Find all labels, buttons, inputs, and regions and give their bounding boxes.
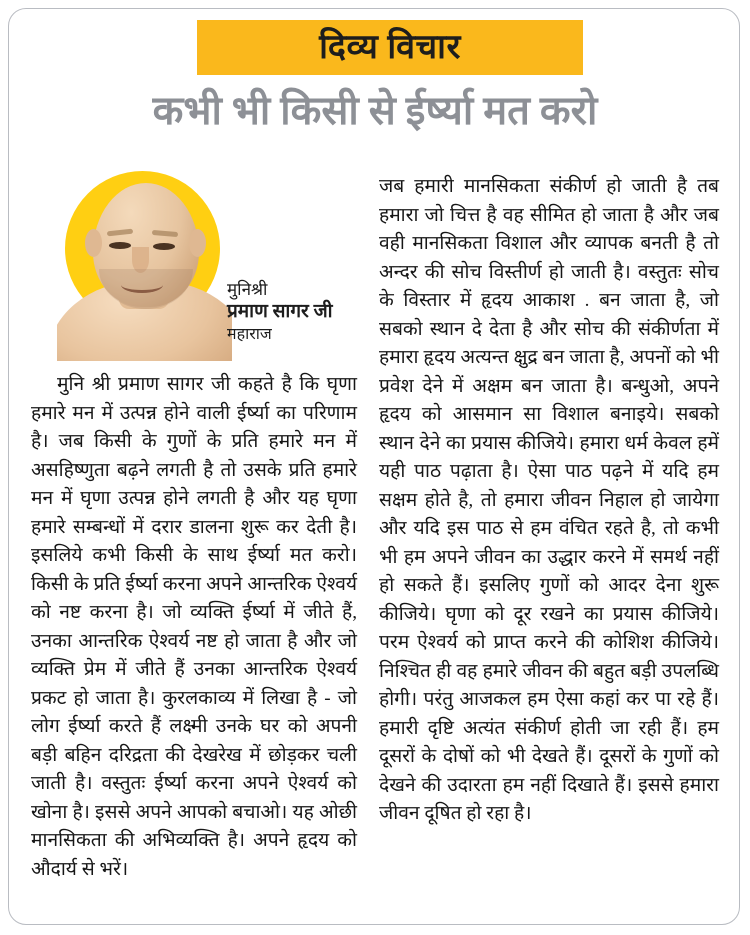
caption-name: प्रमाण सागर जी <box>227 301 333 323</box>
hero-block <box>27 161 357 361</box>
portrait-eye-left <box>109 242 131 249</box>
portrait-mouth <box>121 277 163 293</box>
article-card <box>8 8 740 925</box>
article-body-left: मुनि श्री प्रमाण सागर जी कहते है कि घृणा हमारे मन में उत्पन्न होने वाली ईर्ष्या का परिणाम है। जब किसी के गुणों के प्रति हमारे मन में असहिष्णुता बढ़ने लगती है तो उसके प्रति हमारे मन में घृणा उत्पन्न होने लगती है और यह घृणा हमारे सम्बन्धों में दरार डालना शुरू कर देती है। इसलिये कभी किसी के साथ ईर्ष्या मत करो। किसी के प्रति ईर्ष्या करना अपने आन्तरिक ऐश्वर्य को नष्ट करना है। जो व्यक्ति ईर्ष्या में जीते हैं, उनका आन्तरिक ऐश्वर्य नष्ट हो जाता है और जो व्यक्ति प्रेम में जीते हैं उनका आन्तरिक ऐश्वर्य प्रकट हो जाता है। कुरलकाव्य में लिखा है - जो लोग ईर्ष्या करते हैं लक्ष्मी उनके घर को अपनी बड़ी बहिन दरिद्रता की देखरेख में छोड़कर चली जाती है। वस्तुतः ईर्ष्या करना अपने ऐश्वर्य को खोना है। इससे अपने आपको बचाओ। यह ओछी मानसिकता की अभिव्यक्ति है। अपने हृदय को औदार्य से भरें। <box>31 374 357 880</box>
article-column-left <box>31 371 357 884</box>
monk-portrait-image <box>57 173 232 361</box>
article-column-right <box>379 173 719 829</box>
page-title: कभी भी किसी से ईर्ष्या मत करो <box>152 88 598 133</box>
portrait-caption <box>227 279 367 345</box>
section-banner <box>197 20 583 75</box>
portrait-eye-right <box>153 243 175 250</box>
banner-title: दिव्य विचार <box>319 28 461 66</box>
portrait-ear-right <box>189 229 206 257</box>
article-body-right: जब हमारी मानसिकता संकीर्ण हो जाती है तब हमारा जो चित्त है वह सीमित हो जाता है और जब वही मानसिकता विशाल और व्यापक बनती है तो अन्दर की सोच विस्तीर्ण हो जाती है। वस्तुतः सोच के विस्तार में हृदय आकाश . बन जाता है, जो सबको स्थान दे देता है और सोच की संकीर्णता में हमारा हृदय अत्यन्त क्षुद्र बन जाता है, अपनों को भी प्रवेश देने में अक्षम बन जाता है। बन्धुओ, अपने हृदय को आसमान सा विशाल बनाइये। सबको स्थान देने का प्रयास कीजिये। हमारा धर्म केवल हमें यही पाठ पढ़ाता है। ऐसा पाठ पढ़ने में यदि हम सक्षम होते है, तो हमारा जीवन निहाल हो जायेगा और यदि इस पाठ से हम वंचित रहते है, तो कभी भी हम अपने जीवन का उद्धार करने में समर्थ नहीं हो सकते हैं। इसलिए गुणों को आदर देना शुरू कीजिये। घृणा को दूर रखने का प्रयास कीजिये। परम ऐश्वर्य को प्राप्त करने की कोशिश कीजिये। निश्चित ही वह हमारे जीवन की बहुत बड़ी उपलब्धि होगी। परंतु आजकल हम ऐसा कहां कर पा रहे हैं। हमारी दृष्टि अत्यंत संकीर्ण होती जा रही हैं। हम दूसरों के दोषों को भी देखते हैं। दूसरों के गुणों को देखने की उदारता हम नहीं दिखाते हैं। इससे हमारा जीवन दूषित हो रहा है। <box>379 176 719 824</box>
caption-title: महाराज <box>227 325 272 343</box>
portrait-ear-left <box>85 229 102 257</box>
caption-honorific: मुनिश्री <box>227 280 268 299</box>
